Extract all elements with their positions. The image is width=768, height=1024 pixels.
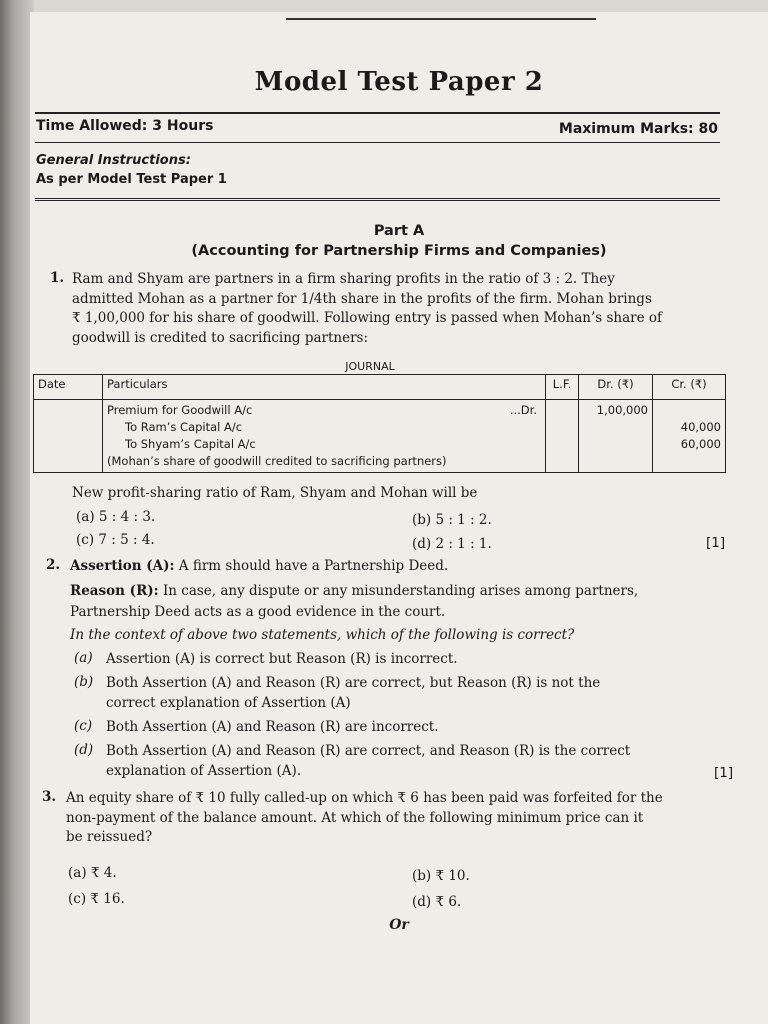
page-title: Model Test Paper 2 — [254, 67, 544, 97]
reason-continuation: Partnership Deed acts as a good evidence in the court. — [70, 604, 446, 620]
page — [30, 12, 768, 1024]
option-c: (c) ₹ 16. — [68, 891, 125, 907]
option-line: Both Assertion (A) and Reason (R) are correct, but Reason (R) is not the — [106, 675, 601, 691]
question-line: goodwill is credited to sacrificing partners: — [72, 329, 369, 346]
question-number: 3. — [42, 789, 57, 805]
assertion-text: A firm should have a Partnership Deed. — [178, 558, 449, 574]
option-d: (d) 2 : 1 : 1. — [412, 536, 492, 552]
instructions-heading: General Instructions: — [36, 153, 191, 168]
cr-amount: 40,000 — [680, 420, 721, 434]
question-line: An equity share of ₹ 10 fully called-up on which ₹ 6 has been paid was forfeited for the — [66, 790, 663, 806]
option-a: (a) ₹ 4. — [68, 865, 117, 881]
option-label: (b) — [74, 674, 94, 690]
particulars-line: (Mohan’s share of goodwill credited to sacrificing partners) — [107, 454, 447, 468]
option-d — [106, 742, 630, 781]
option-label: (c) — [74, 718, 93, 734]
part-title: Part A — [373, 223, 425, 239]
question-line: ₹ 1,00,000 for his share of goodwill. Following entry is passed when Mohan’s share of — [72, 310, 662, 326]
cr-amount-cell — [653, 400, 726, 473]
column-header-date: Date — [34, 375, 103, 400]
question-number: 2. — [46, 557, 61, 573]
option-b — [106, 674, 600, 713]
marks-label: [1] — [714, 765, 734, 781]
question-line: admitted Mohan as a partner for 1/4th share in the profits of the firm. Mohan brings — [72, 290, 652, 307]
part-subtitle: (Accounting for Partnership Firms and Companies) — [191, 243, 607, 259]
reason — [70, 582, 638, 602]
book-binding — [0, 0, 34, 1024]
top-rule — [286, 18, 596, 20]
question-text — [66, 789, 663, 848]
reason-label: Reason (R): — [70, 583, 159, 599]
marks-label: [1] — [706, 535, 726, 551]
particulars-cell — [103, 400, 546, 473]
particulars-line: To Ram’s Capital A/c — [125, 420, 243, 434]
option-c: Both Assertion (A) and Reason (R) are incorrect. — [106, 719, 439, 735]
option-a: Assertion (A) is correct but Reason (R) is incorrect. — [106, 651, 458, 667]
divider — [35, 198, 720, 201]
column-header-cr: Cr. (₹) — [653, 375, 726, 400]
option-c: (c) 7 : 5 : 4. — [76, 532, 155, 548]
divider — [35, 142, 720, 143]
dr-amount: 1,00,000 — [596, 403, 648, 417]
option-label: (d) — [74, 742, 94, 758]
question-prompt: New profit-sharing ratio of Ram, Shyam and Mohan will be — [72, 485, 478, 501]
table-header-row — [34, 375, 726, 400]
time-allowed: Time Allowed: 3 Hours — [36, 118, 214, 134]
dr-marker: ...Dr. — [509, 403, 537, 417]
journal-caption: JOURNAL — [345, 360, 395, 373]
maximum-marks: Maximum Marks: 80 — [558, 121, 718, 137]
question-line: Ram and Shyam are partners in a firm sharing profits in the ratio of 3 : 2. They — [72, 271, 615, 287]
lf-cell — [546, 400, 579, 473]
option-label: (a) — [74, 650, 93, 666]
option-d: (d) ₹ 6. — [412, 894, 462, 910]
journal-table — [33, 374, 726, 473]
column-header-lf: L.F. — [546, 375, 579, 400]
assertion-label: Assertion (A): — [70, 558, 175, 574]
question-line: be reissued? — [66, 829, 153, 845]
date-cell — [34, 400, 103, 473]
option-line: Both Assertion (A) and Reason (R) are correct, and Reason (R) is the correct — [106, 743, 631, 759]
column-header-particulars: Particulars — [103, 375, 546, 400]
divider — [35, 112, 720, 114]
column-header-dr: Dr. (₹) — [579, 375, 653, 400]
dr-amount-cell — [579, 400, 653, 473]
option-b: (b) ₹ 10. — [412, 868, 470, 884]
reason-text: In case, any dispute or any misunderstanding arises among partners, — [162, 583, 639, 599]
particulars-line: To Shyam’s Capital A/c — [125, 437, 256, 451]
option-line: explanation of Assertion (A). — [106, 762, 302, 779]
particulars-line: Premium for Goodwill A/c — [107, 403, 253, 417]
assertion — [70, 557, 448, 577]
context-text: In the context of above two statements, which of the following is correct? — [70, 627, 575, 643]
option-line: correct explanation of Assertion (A) — [106, 694, 351, 711]
option-b: (b) 5 : 1 : 2. — [412, 512, 492, 528]
question-line: non-payment of the balance amount. At which of the following minimum price can it — [66, 809, 644, 826]
table-row — [34, 400, 726, 473]
question-number: 1. — [50, 270, 65, 286]
question-text — [72, 270, 662, 348]
instructions-text: As per Model Test Paper 1 — [36, 172, 227, 187]
or-divider: Or — [389, 917, 409, 933]
option-a: (a) 5 : 4 : 3. — [76, 509, 156, 525]
cr-amount: 60,000 — [680, 437, 721, 451]
